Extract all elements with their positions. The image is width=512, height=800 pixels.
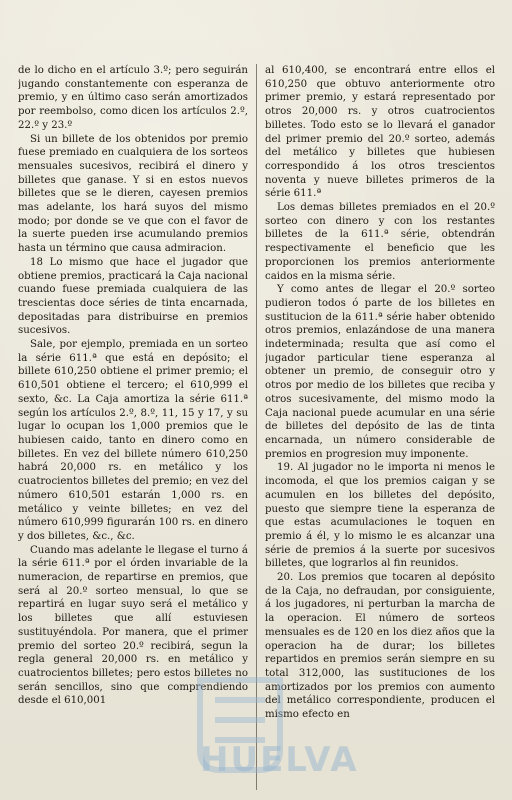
paragraph: Sale, por ejemplo, premiada en un sorteo la série 611.ª que está en depósito; el billete 610,250 obtiene el primer premio; el 610,501 obtiene el tercero; el 610,999 el sexto, &c. La Caja amortiza la série 611.ª según los artículos 2.º, 8.º, 11, 15 y 17, y su lugar lo ocupan los 1,000 premios que le hubiesen caido, tanto en dinero como en billetes. En vez del billete número 610,250 habrá 20,000 rs. en metálico y los cuatrocientos billetes del premio; en vez del número 610,501 estarán 1,000 rs. en metálico y veinte billetes; en vez del número 610,999 figurarán 100 rs. en dinero y dos billetes, &c., &c. xyxy=(18,339,248,542)
paragraph: al 610,400, se encontrará entre ellos el 610,250 que obtuvo anteriormente otro primer premio, y estará representado por otros 20,000 rs. y otros cuatrocientos billetes. Todo esto se lo llevará el ganador del primer premio del 20.º sorteo, además del metálico y billetes que hubiesen correspondido á los otros trescientos noventa y nueve billetes primeros de la série 611.ª xyxy=(265,65,495,200)
paragraph: 18 Lo mismo que hace el jugador que obtiene premios, practicará la Caja nacional cuando fuese premiada cualquiera de las trescientas doce séries de tinta encarnada, depositadas para distribuirse en premios sucesivos. xyxy=(18,256,248,337)
paragraph: Y como antes de llegar el 20.º sorteo pudieron todos ó parte de los billetes en sustitucion de la 611.ª série haber obtenido otros premios, enlazándose de una manera indeterminada; resulta que así como el jugador particular tiene esperanza al obtener un premio, de conseguir otro y otros por medio de los billetes que reciba y otros sucesivamente, del mismo modo la Caja nacional puede acumular en una série de billetes del depósito de las de tinta encarnada, un número considerable de premios en progresion muy imponente. xyxy=(265,284,495,460)
watermark-text: HUELVA xyxy=(200,740,359,780)
paragraph: Cuando mas adelante le llegase el turno á la série 611.ª por el órden invariable de la numeracion, de repartirse en premios, que será al 20.º sorteo mensual, lo que se repartirá en lugar suyo será el metálico y los billetes que allí estuviesen sustituyéndola. Por manera, que el primer premio del sorteo 20.º recibirá, segun la regla general 20,000 rs. en metálico y cuatrocientos billetes; pero estos billetes no serán sencillos, sino que comprendiendo desde el 610,001 xyxy=(18,544,248,707)
paragraph: de lo dicho en el artículo 3.º; pero seguirán jugando constantemente con esperanza de premio, y en último caso serán amortizados por reembolso, como dicen los artículos 2.º, 22.º y 23.º xyxy=(18,65,248,131)
column-divider xyxy=(256,64,257,790)
text-columns xyxy=(18,64,496,790)
paragraph: Los demas billetes premiados en el 20.º sorteo con dinero y con los restantes billetes de la 611.ª série, obtendrán respectivamente el beneficio que les proporcionen los premios anteriormente caidos en la misma série. xyxy=(265,202,495,282)
paragraph: Si un billete de los obtenidos por premio fuese premiado en cualquiera de los sorteos mensuales sucesivos, recibirá el dinero y billetes que ganase. Y si en estos nuevos billetes que se le dieren, cayesen premios mas adelante, los hará suyos del mismo modo; por donde se ve que con el favor de la suerte pueden irse acumulando premios hasta un término que causa admiracion. xyxy=(18,133,248,255)
paragraph: 20. Los premios que tocaren al depósito de la Caja, no defraudan, por consiguiente, á los jugadores, ni perturban la marcha de la operacion. El número de sorteos mensuales es de 120 en los diez años que la operacion ha de durar; los billetes repartidos en premios serán siempre en su total 312,000, las sustituciones de los amortizados por los premios con aumento del metálico correspondiente, producen el mismo efecto en xyxy=(265,572,495,721)
paragraph: 19. Al jugador no le importa ni menos le incomoda, el que los premios caigan y se acumulen en los billetes del depósito, puesto que siempre tiene la esperanza de que estas acumulaciones le toquen en premio á él, y lo mismo le es alcanzar una série de premios á la suerte por sucesivos billetes, que lograrlos al fin reunidos. xyxy=(265,462,495,570)
right-column xyxy=(265,64,495,790)
left-column xyxy=(18,64,248,790)
bleed-through-text xyxy=(18,6,496,60)
